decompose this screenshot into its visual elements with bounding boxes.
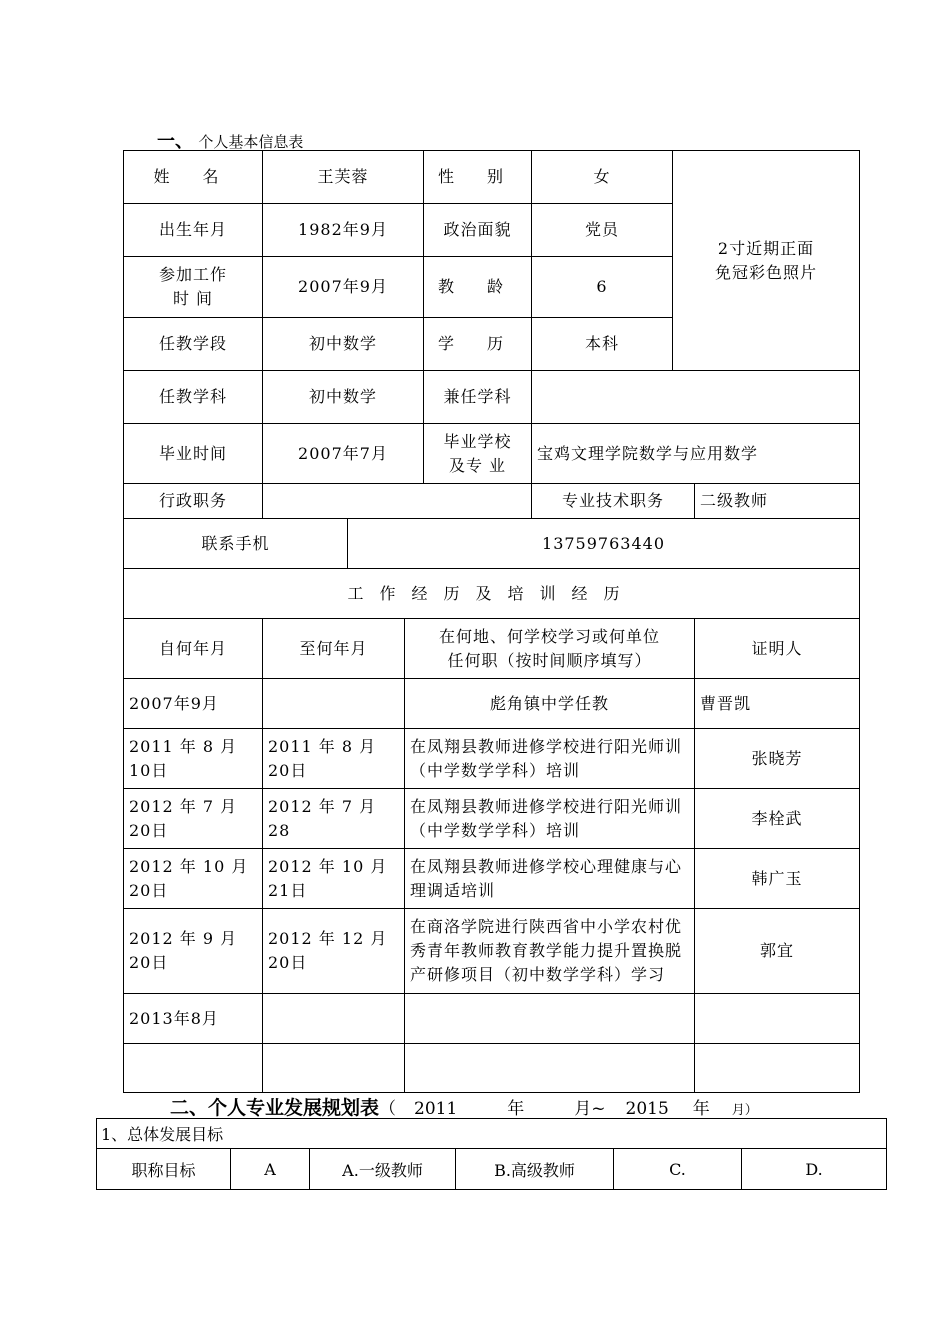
row-desc xyxy=(405,994,695,1044)
goal-option: D. xyxy=(742,1149,887,1190)
section2-month-char-1: 月~ xyxy=(574,1099,606,1119)
col-from-header: 自何年月 xyxy=(124,619,263,679)
row-desc: 彪角镇中学任教 xyxy=(405,679,695,729)
school-value: 宝鸡文理学院数学与应用数学 xyxy=(532,424,860,484)
row-from: 2012 年 10 月 20日 xyxy=(124,849,263,909)
row-desc xyxy=(405,1044,695,1093)
tech-value: 二级教师 xyxy=(695,484,860,519)
subject-label: 任教学科 xyxy=(124,371,263,424)
subject-value: 初中数学 xyxy=(263,371,424,424)
phone-value: 13759763440 xyxy=(348,519,860,569)
section2-title: 二、个人专业发展规划表 xyxy=(170,1097,380,1119)
table-row xyxy=(124,909,860,994)
table-row xyxy=(124,849,860,909)
school-label xyxy=(424,424,532,484)
row-from: 2012 年 9 月 20日 xyxy=(124,909,263,994)
row-witness: 郭宜 xyxy=(695,909,860,994)
row-to xyxy=(263,1044,405,1093)
stage-label: 任教学段 xyxy=(124,318,263,371)
birth-value: 1982年9月 xyxy=(263,204,424,257)
col-desc-header-line2: 任何职（按时间顺序填写） xyxy=(447,650,652,670)
politics-value: 党员 xyxy=(532,204,673,257)
photo-note-line2: 免冠彩色照片 xyxy=(715,262,818,282)
admin-value xyxy=(263,484,532,519)
table-row xyxy=(124,729,860,789)
row-to xyxy=(263,994,405,1044)
row-witness xyxy=(695,994,860,1044)
goals-table xyxy=(96,1118,887,1190)
row-from: 2007年9月 xyxy=(124,679,263,729)
phone-label: 联系手机 xyxy=(124,519,348,569)
section2-start-year: 2011 xyxy=(414,1099,458,1119)
goal-option: A.一级教师 xyxy=(310,1149,456,1190)
col-desc-header xyxy=(405,619,695,679)
work-start-label-line1: 参加工作 xyxy=(158,265,227,284)
politics-label: 政治面貌 xyxy=(424,204,532,257)
edu-value: 本科 xyxy=(532,318,673,371)
row-to: 2012 年 12 月 20日 xyxy=(263,909,405,994)
row-from xyxy=(124,1044,263,1093)
col-desc-header-line1: 在何地、何学校学习或何单位 xyxy=(439,626,661,646)
row-to: 2012 年 10 月 21日 xyxy=(263,849,405,909)
tech-label: 专业技术职务 xyxy=(532,484,695,519)
work-start-value: 2007年9月 xyxy=(263,257,424,318)
col-to-header: 至何年月 xyxy=(263,619,405,679)
grad-time-value: 2007年7月 xyxy=(263,424,424,484)
row-desc: 在凤翔县教师进修学校心理健康与心理调适培训 xyxy=(405,849,695,909)
gender-value: 女 xyxy=(532,151,673,204)
photo-note-line1: 2寸近期正面 xyxy=(717,238,815,258)
goal-option: B.高级教师 xyxy=(456,1149,614,1190)
row-to: 2012 年 7 月 28 xyxy=(263,789,405,849)
row-witness: 张晓芳 xyxy=(695,729,860,789)
section2-year-char-1: 年 xyxy=(507,1099,525,1119)
row-desc: 在凤翔县教师进修学校进行阳光师训（中学数学学科）培训 xyxy=(405,789,695,849)
row-to: 2011 年 8 月 20日 xyxy=(263,729,405,789)
row-desc: 在凤翔县教师进修学校进行阳光师训（中学数学学科）培训 xyxy=(405,729,695,789)
goal-option: A xyxy=(231,1149,310,1190)
school-label-line1: 毕业学校 xyxy=(443,431,512,451)
name-value: 王芙蓉 xyxy=(263,151,424,204)
goals-heading: 1、总体发展目标 xyxy=(97,1119,887,1149)
teach-age-label: 教 龄 xyxy=(424,257,532,318)
row-witness: 李栓武 xyxy=(695,789,860,849)
row-from: 2011 年 8 月 10日 xyxy=(124,729,263,789)
section2-end-year: 2015 xyxy=(625,1099,669,1119)
work-start-label-line2: 时 间 xyxy=(172,289,214,308)
work-start-label xyxy=(124,257,263,318)
row-witness: 曹晋凯 xyxy=(695,679,860,729)
row-desc: 在商洛学院进行陕西省中小学农村优秀青年教师教育教学能力提升置换脱产研修项目（初中数学学科）学习 xyxy=(405,909,695,994)
grad-time-label: 毕业时间 xyxy=(124,424,263,484)
section2-paren-open: （ xyxy=(379,1099,397,1119)
edu-label: 学 历 xyxy=(424,318,532,371)
part-subject-value xyxy=(532,371,860,424)
row-to xyxy=(263,679,405,729)
section2-month-char-2: 月） xyxy=(731,1103,758,1118)
section2-year-char-2: 年 xyxy=(692,1099,710,1119)
basic-info-table xyxy=(123,150,860,1093)
part-subject-label: 兼任学科 xyxy=(424,371,532,424)
row-witness xyxy=(695,1044,860,1093)
table-row xyxy=(124,1044,860,1093)
gender-label: 性 别 xyxy=(424,151,532,204)
experience-heading: 工作经历及培训经历 xyxy=(124,569,860,619)
birth-label: 出生年月 xyxy=(124,204,263,257)
teach-age-value: 6 xyxy=(532,257,673,318)
row-from: 2013年8月 xyxy=(124,994,263,1044)
goal-option: C. xyxy=(614,1149,742,1190)
section1-title: 个人基本信息表 xyxy=(198,133,304,151)
section2-heading xyxy=(170,1093,758,1120)
row-witness: 韩广玉 xyxy=(695,849,860,909)
row-from: 2012 年 7 月 20日 xyxy=(124,789,263,849)
stage-value: 初中数学 xyxy=(263,318,424,371)
school-label-line2: 及专 业 xyxy=(448,455,507,475)
section1-number: 一、 xyxy=(157,131,193,152)
photo-box xyxy=(673,151,860,371)
col-witness-header: 证明人 xyxy=(695,619,860,679)
goals-label: 职称目标 xyxy=(97,1149,231,1190)
table-row xyxy=(124,789,860,849)
admin-label: 行政职务 xyxy=(124,484,263,519)
name-label: 姓 名 xyxy=(124,151,263,204)
table-row xyxy=(124,994,860,1044)
table-row xyxy=(124,679,860,729)
